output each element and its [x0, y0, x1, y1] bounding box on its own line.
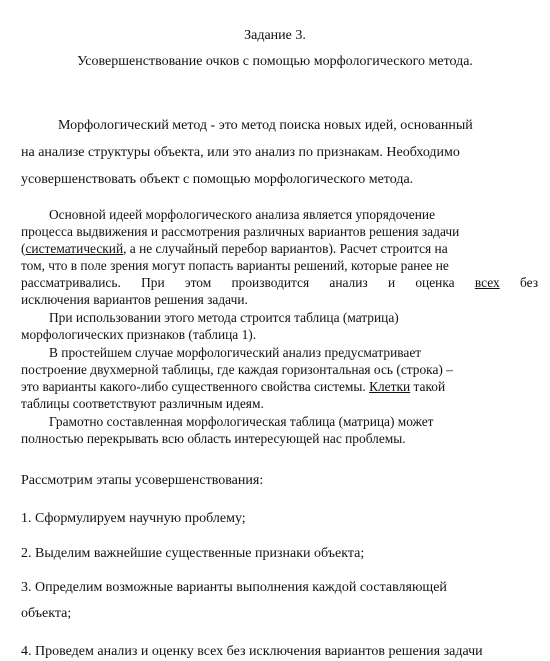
step-1: 1. Сформулируем научную проблему; — [21, 511, 246, 526]
underlined-word-systematic: систематический — [25, 241, 124, 256]
p3-line-4: таблицы соответствуют различным идеям. — [21, 396, 264, 411]
underlined-word-cells: Клетки — [369, 379, 411, 394]
p1-line-4: том, что в поле зрения могут попасть варианты решений, которые ранее не — [21, 258, 449, 273]
document-subtitle: Усовершенствование очков с помощью морфологического метода. — [77, 54, 473, 69]
p2-line-2: морфологических признаков (таблица 1). — [21, 327, 257, 342]
p1-line-6: исключения вариантов решения задачи. — [21, 292, 248, 307]
step-4-line-1: 4. Проведем анализ и оценку всех без исключения вариантов решения задачи — [21, 644, 483, 659]
p1-line-1: Основной идеей морфологического анализа является упорядочение — [49, 207, 436, 222]
p4-line-2: полностью перекрывать всю область интересующей нас проблемы. — [21, 431, 406, 446]
intro-line-1: Морфологический метод - это метод поиска новых идей, основанный — [58, 118, 473, 133]
p1-line-2: процесса выдвижения и рассмотрения различных вариантов решения задачи — [21, 224, 460, 239]
intro-line-3: усовершенствовать объект с помощью морфологического метода. — [21, 172, 414, 187]
underlined-word-all: всех — [474, 275, 500, 290]
p3-line-1: В простейшем случае морфологический анализ предусматривает — [49, 345, 422, 360]
p3-line-2: построение двухмерной таблицы, где каждая горизонтальная ось (строка) – — [21, 362, 453, 377]
step-3-line-1: 3. Определим возможные варианты выполнения каждой составляющей — [21, 580, 447, 595]
p3-line-3: это варианты какого-либо существенного свойства системы. Клетки такой — [21, 379, 446, 394]
task-title: Задание 3. — [244, 28, 306, 43]
p1-line-5: рассматривались. При этом производится анализ и оценка всех без — [21, 275, 538, 290]
step-2: 2. Выделим важнейшие существенные признаки объекта; — [21, 546, 365, 561]
intro-line-2: на анализе структуры объекта, или это анализ по признакам. Необходимо — [21, 145, 460, 160]
stages-intro: Рассмотрим этапы усовершенствования: — [21, 473, 264, 488]
step-3-line-2: объекта; — [21, 606, 72, 621]
p2-line-1: При использовании этого метода строится таблица (матрица) — [49, 310, 399, 325]
p1-line-3: (систематический, а не случайный перебор вариантов). Расчет строится на — [21, 241, 448, 256]
p4-line-1: Грамотно составленная морфологическая таблица (матрица) может — [49, 414, 434, 429]
